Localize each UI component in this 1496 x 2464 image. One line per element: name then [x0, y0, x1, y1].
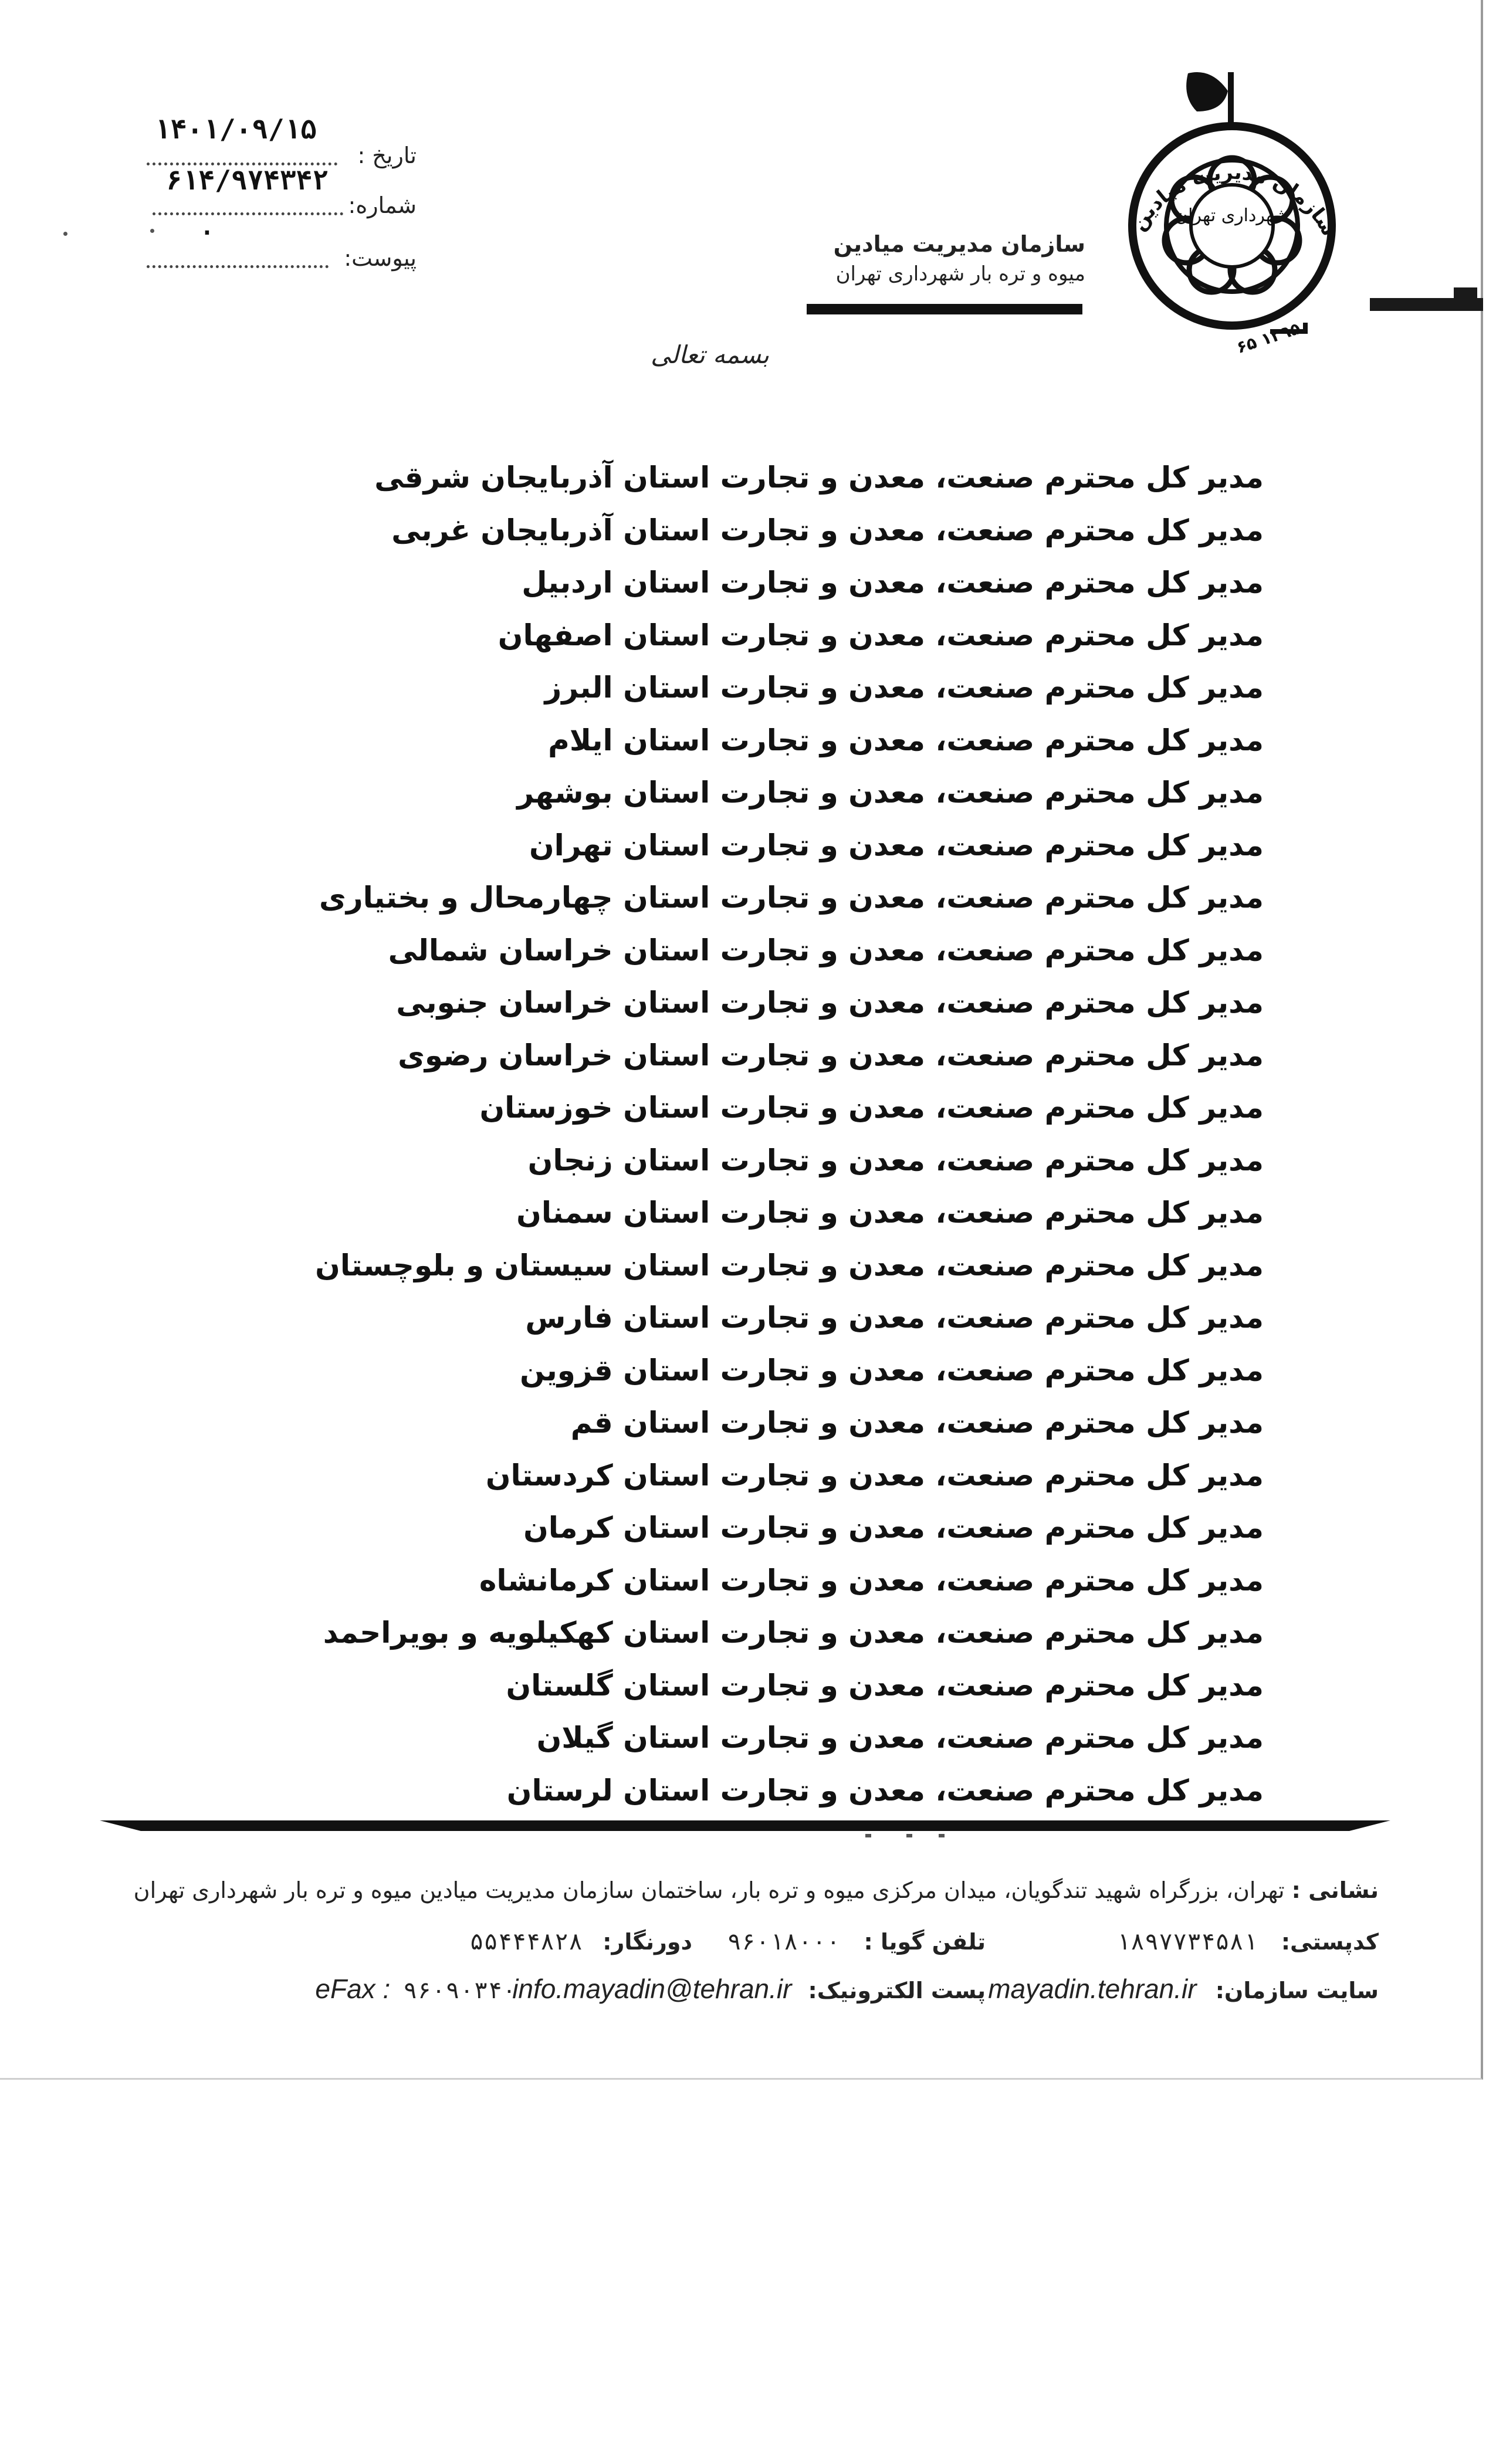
organization-logo	[1094, 56, 1370, 373]
fax-label: دورنگار:	[603, 1929, 692, 1955]
date-label: تاریخ :	[357, 143, 417, 168]
organization-name-line1: سازمان مدیریت میادین	[833, 231, 1085, 257]
recipient-line: مدیر کل محترم صنعت، معدن و تجارت استان کرمان	[523, 1511, 1264, 1545]
attachment-dotted-line	[147, 263, 329, 268]
invocation-heading: بسمه تعالی	[651, 340, 769, 369]
organization-name-line2: میوه و تره بار شهرداری تهران	[835, 262, 1085, 286]
address-label: نشانی :	[1291, 1877, 1379, 1903]
logo-ring-text: سازمان مدیریت میادین	[1126, 160, 1341, 241]
number-dotted-line	[153, 210, 343, 215]
recipient-line: مدیر کل محترم صنعت، معدن و تجارت استان کردستان	[485, 1458, 1264, 1492]
recipient-line: مدیر کل محترم صنعت، معدن و تجارت استان چهارمحال و بختیاری	[319, 881, 1264, 915]
footer-contact-row-1	[100, 1921, 1379, 1962]
efax	[315, 1968, 516, 2011]
recipient-line: مدیر کل محترم صنعت، معدن و تجارت استان خراسان شمالی	[388, 933, 1264, 967]
postal-value: ۱۸۹۷۷۳۴۵۸۱	[1116, 1928, 1258, 1955]
header-edge-block	[1454, 287, 1477, 305]
attachment-value: .	[199, 214, 214, 241]
phone	[727, 1921, 986, 1962]
fax-value: ۵۵۴۴۴۸۲۸	[469, 1928, 583, 1955]
recipient-line: مدیر کل محترم صنعت، معدن و تجارت استان کهکیلویه و بویراحمد	[323, 1616, 1264, 1650]
recipient-line: مدیر کل محترم صنعت، معدن و تجارت استان آذربایجان غربی	[391, 513, 1264, 547]
recipient-line: مدیر کل محترم صنعت، معدن و تجارت استان ایلام	[548, 723, 1264, 757]
recipient-line: مدیر کل محترم صنعت، معدن و تجارت استان گیلان	[536, 1721, 1264, 1755]
header-rule	[807, 304, 1082, 314]
logo-center-text: شهرداری تهران	[1175, 205, 1289, 226]
website-link[interactable]: mayadin.tehran.ir	[988, 1974, 1197, 2004]
website-label: سایت سازمان:	[1215, 1978, 1379, 2003]
email	[512, 1968, 986, 2011]
email-label: پست الکترونیک:	[808, 1978, 986, 2003]
letter-meta	[135, 114, 417, 290]
recipient-line: مدیر کل محترم صنعت، معدن و تجارت استان خراسان جنوبی	[396, 986, 1264, 1020]
recipient-line: مدیر کل محترم صنعت، معدن و تجارت استان البرز	[544, 671, 1264, 705]
postal-code	[1116, 1921, 1379, 1962]
recipient-line: مدیر کل محترم صنعت، معدن و تجارت استان لرستان	[506, 1773, 1264, 1808]
footer-tick	[939, 1834, 945, 1837]
number-value: ۶۱۴/۹۷۴۳۴۲	[166, 164, 329, 196]
recipient-line: مدیر کل محترم صنعت، معدن و تجارت استان سیستان و بلوچستان	[315, 1248, 1264, 1282]
recipient-list	[315, 452, 1264, 1817]
address-text: تهران، بزرگراه شهید تندگویان، میدان مرکزی میوه و تره بار، ساختمان سازمان مدیریت میادین میوه و تره بار شهرداری تهران	[133, 1877, 1285, 1903]
recipient-line: مدیر کل محترم صنعت، معدن و تجارت استان خوزستان	[479, 1091, 1264, 1125]
footer-tick	[865, 1834, 871, 1837]
attachment-row	[135, 214, 417, 276]
number-label: شماره:	[348, 192, 417, 218]
scan-dot	[63, 232, 67, 236]
efax-label: eFax :	[315, 1974, 391, 2004]
recipient-line: مدیر کل محترم صنعت، معدن و تجارت استان خراسان رضوی	[398, 1038, 1264, 1072]
efax-value: ۹۶۰۹۰۳۴۰	[403, 1977, 516, 2004]
recipient-line: مدیر کل محترم صنعت، معدن و تجارت استان اردبیل	[522, 566, 1264, 600]
fax	[470, 1921, 692, 1962]
recipient-line: مدیر کل محترم صنعت، معدن و تجارت استان زنجان	[527, 1143, 1264, 1177]
recipient-line: مدیر کل محترم صنعت، معدن و تجارت استان اصفهان	[497, 618, 1264, 652]
attachment-label: پیوست:	[344, 245, 417, 271]
footer-contact-row-2	[100, 1968, 1379, 2009]
logo-year-text: ۶۵ ۱۳۹۵	[1234, 318, 1303, 358]
recipient-line: مدیر کل محترم صنعت، معدن و تجارت استان تهران	[529, 828, 1264, 862]
email-link[interactable]: info.mayadin@tehran.ir	[512, 1974, 792, 2004]
recipient-line: مدیر کل محترم صنعت، معدن و تجارت استان قم	[570, 1406, 1264, 1440]
recipient-line: مدیر کل محترم صنعت، معدن و تجارت استان سمنان	[516, 1196, 1264, 1230]
recipient-line: مدیر کل محترم صنعت، معدن و تجارت استان کرمانشاه	[479, 1563, 1264, 1597]
recipient-line: مدیر کل محترم صنعت، معدن و تجارت استان قزوین	[520, 1353, 1264, 1387]
footer-address	[100, 1877, 1379, 1903]
recipient-line: مدیر کل محترم صنعت، معدن و تجارت استان گلستان	[506, 1668, 1264, 1703]
recipient-line: مدیر کل محترم صنعت، معدن و تجارت استان آذربایجان شرقی	[374, 461, 1264, 495]
footer-tick	[906, 1834, 912, 1837]
number-row	[135, 164, 417, 223]
recipient-line: مدیر کل محترم صنعت، معدن و تجارت استان فارس	[525, 1301, 1264, 1335]
organization-name	[804, 229, 1085, 289]
recipient-line: مدیر کل محترم صنعت، معدن و تجارت استان بوشهر	[517, 776, 1264, 810]
date-value: ۱۴۰۱/۰۹/۱۵	[154, 113, 317, 145]
website	[988, 1968, 1379, 2011]
phone-value: ۹۶۰۱۸۰۰۰	[727, 1928, 841, 1955]
postal-label: کدپستی:	[1281, 1929, 1379, 1955]
footer-rule	[100, 1820, 1390, 1836]
phone-label: تلفن گویا :	[864, 1929, 986, 1955]
logo-emblem-icon	[1094, 56, 1370, 373]
